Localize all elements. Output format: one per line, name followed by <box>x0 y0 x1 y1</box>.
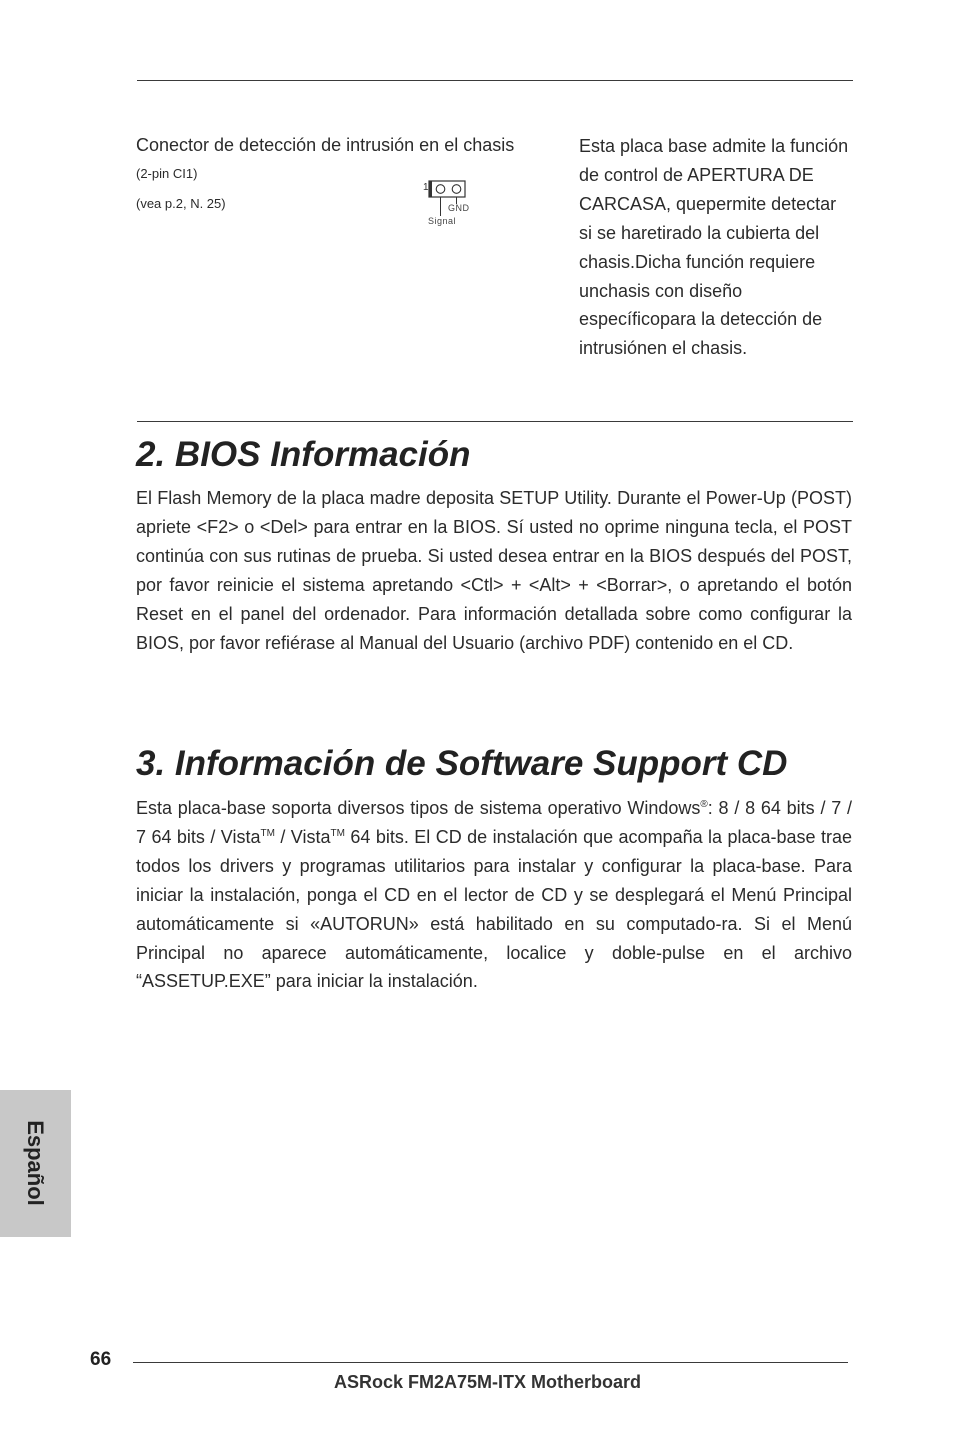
connector-description: Esta placa base admite la función de control de APERTURA DE CARCASA, quepermite detectar si se haretirado la cubierta del chasis.Dicha función requiere unchasis con diseño específicopara la detección de intrusiónen el chasis. <box>579 136 849 359</box>
bios-heading: 2. BIOS Información <box>136 435 471 474</box>
software-text-1: Esta placa-base soporta diversos tipos de sistema operativo Windows <box>136 798 701 818</box>
software-text-4: 64 bits. El CD de instalación que acompaña la placa-base trae todos los drivers y programas utilitarios para instalar y configurar la placa-base. Para iniciar la instalación, ponga el CD en el lector de CD y se desplegará el Menú Principal automáticamente si «AUTORUN» está habilitado en su computado-ra. Si el Menú Principal no aparece automáticamente, localice y doble-pulse en el archivo “ASSETUP.EXE” para iniciar la instalación. <box>136 826 852 992</box>
software-heading: 3. Información de Software Support CD <box>136 744 788 783</box>
software-text-3: / Vista <box>274 826 331 847</box>
registered-mark: ® <box>700 799 708 810</box>
section-divider <box>137 421 853 422</box>
connector-title: Conector de detección de intrusión en el chasis <box>136 135 515 155</box>
bios-paragraph: El Flash Memory de la placa madre deposita SETUP Utility. Durante el Power-Up (POST) apriete <F2> o <Del> para entrar en la BIOS. Sí usted no oprime ninguna tecla, el POST continúa con sus rutinas de prueba. Si usted desea entrar en la BIOS después del POST, por favor reinicie el sistema apretando <Ctl> + <Alt> + <Borrar>, o apretando el botón Reset en el panel del ordenador. Para información detallada sobre como configurar la BIOS, por favor refiérase al Manual del Usuario (archivo PDF) contenido en el CD. <box>136 488 852 653</box>
connector-reference: (vea p.2, N. 25) <box>136 196 226 211</box>
chassis-header-diagram <box>420 178 480 230</box>
signal-label: Signal <box>428 216 457 226</box>
top-divider <box>137 80 853 81</box>
software-text-2: : 8 / 8 64 bits / 7 / 7 64 bits / Vista <box>136 798 852 847</box>
page-number: 66 <box>90 1349 112 1370</box>
trademark-mark: TM <box>260 827 275 839</box>
trademark-mark: TM <box>330 827 345 839</box>
software-paragraph <box>136 794 852 996</box>
connector-pin-label: (2-pin CI1) <box>136 166 198 181</box>
pin1-label: 1 <box>423 182 429 193</box>
footer-title: ASRock FM2A75M-ITX Motherboard <box>334 1372 642 1392</box>
footer-divider <box>133 1362 848 1363</box>
language-tab-label: Español <box>23 1120 48 1206</box>
language-tab <box>0 1090 71 1237</box>
gnd-label: GND <box>448 203 470 213</box>
